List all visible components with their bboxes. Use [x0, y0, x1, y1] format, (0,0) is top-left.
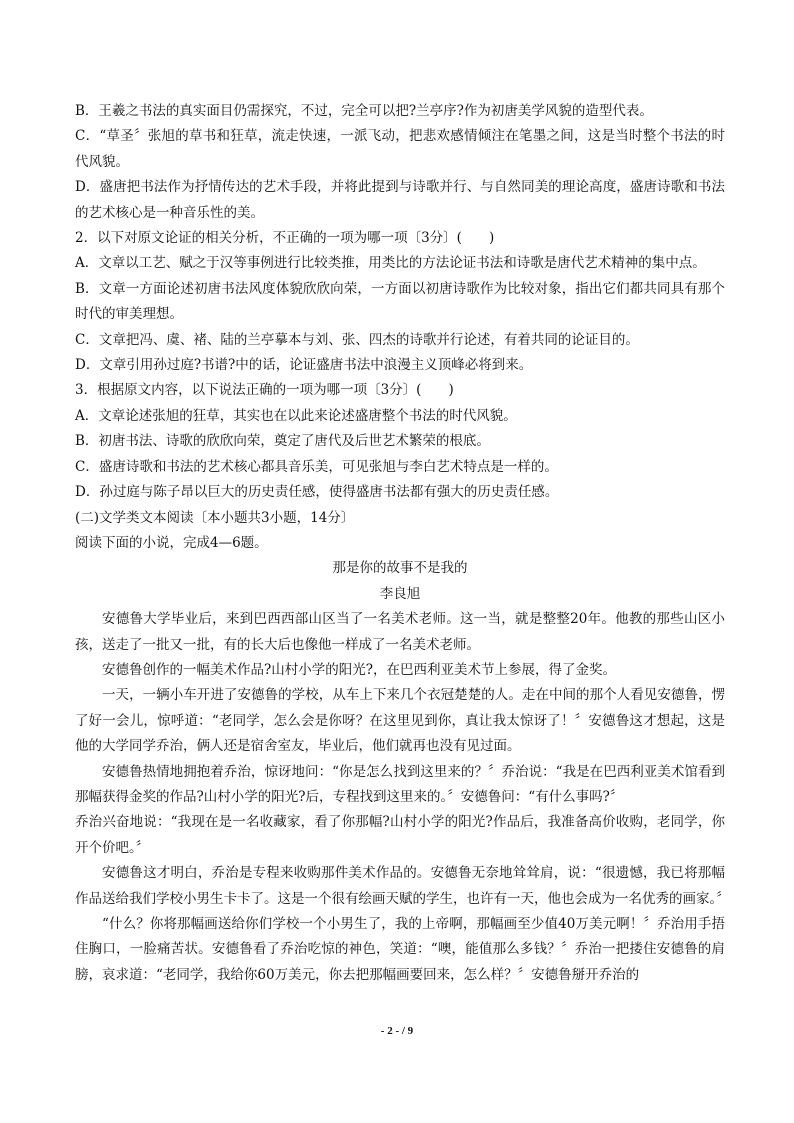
question-2-stem: 2．以下对原文论证的相关分析，不正确的一项为哪一项〔3分〕( ): [75, 230, 495, 247]
question-3-stem: 3．根据原文内容，以下说法正确的一项为哪一项〔3分〕( ): [75, 382, 454, 399]
section-instruction: 阅读下面的小说，完成4—6题。: [75, 534, 268, 551]
option-d-q1: D．盛唐把书法作为抒情传达的艺术手段，并将此提到与诗歌并行、与自然同美的理论高度，盛唐诗歌和书法的艺术核心是一种音乐性的美。: [75, 179, 725, 221]
option-c-q3: C．盛唐诗歌和书法的艺术核心都具音乐美，可见张旭与李白艺术特点是一样的。: [75, 458, 558, 475]
option-c-q1: C．“草圣〞张旭的草书和狂草，流走快速，一派飞动，把悲欢感情倾注在笔墨之间，这是当时整个书法的时代风貌。: [75, 128, 725, 170]
page-number: - 2 - / 9: [380, 1025, 414, 1037]
story-paragraph: 乔治兴奋地说：“我现在是一名收藏家，看了你那幅?山村小学的阳光?作品后，我准备高价收购，老同学，你开个价吧。〞: [75, 814, 725, 856]
story-author: 李良旭: [379, 585, 421, 602]
option-c-q2: C．文章把冯、虞、褚、陆的兰亭摹本与刘、张、四杰的诗歌并行论述，有着共同的论证目的。: [75, 331, 639, 348]
option-d-q3: D．孙过庭与陈子昂以巨大的历史责任感，使得盛唐书法都有强大的历史责任感。: [75, 484, 559, 501]
story-title: 那是你的故事不是我的: [332, 560, 468, 577]
story-paragraph: 安德鲁这才明白，乔治是专程来收购那件美术作品的。安德鲁无奈地耸耸肩，说：“很遗憾，我已将那幅作品送给我们学校小男生卡卡了。这是一个很有绘画天赋的学生，也许有一天，他也会成为一名优秀的画家。〞: [75, 865, 730, 907]
page-content: [75, 99, 730, 988]
story-paragraph: 安德鲁热情地拥抱着乔治，惊讶地问：“你是怎么找到这里来的？〞乔治说：“我是在巴西利亚美术馆看到那幅获得金奖的作品?山村小学的阳光?后，专程找到这里来的。〞安德鲁问：“有什么事吗?〞: [75, 763, 725, 805]
story-paragraph: 安德鲁大学毕业后，来到巴西西部山区当了一名美术老师。这一当，就是整整20年。他教的那些山区小孩，送走了一批又一批，有的长大后也像他一样成了一名美术老师。: [75, 611, 725, 653]
story-paragraph: 一天，一辆小车开进了安德鲁的学校，从车上下来几个衣冠楚楚的人。走在中间的那个人看见安德鲁，愣了好一会儿，惊呼道：“老同学，怎么会是你呀？在这里见到你，真让我太惊讶了！〞安德鲁这才想起，这是他的大学同学乔治，俩人还是宿舍室友，毕业后，他们就再也没有见过面。: [75, 687, 725, 755]
option-b-q3: B．初唐书法、诗歌的欣欣向荣，奠定了唐代及后世艺术繁荣的根底。: [75, 433, 490, 450]
section-heading: (二)文学类文本阅读〔本小题共3小题，14分〕: [75, 509, 355, 526]
option-d-q2: D．文章引用孙过庭?书谱?中的话，论证盛唐书法中浪漫主义顶峰必将到来。: [75, 357, 533, 374]
option-b-q1: B．王羲之书法的真实面目仍需探究，不过，完全可以把?兰亭序?作为初唐美学风貌的造型代表。: [75, 103, 653, 119]
story-paragraph: 安德鲁创作的一幅美术作品?山村小学的阳光?，在巴西利亚美术节上参展，得了金奖。: [102, 661, 616, 678]
option-b-q2: B．文章一方面论述初唐书法风度体貌欣欣向荣，一方面以初唐诗歌作为比较对象，指出它们都共同具有那个时代的审美理想。: [75, 280, 725, 323]
story-paragraph: “什么？你将那幅画送给你们学校一个小男生了，我的上帝啊，那幅画至少值40万美元啊！〞乔治用手捂住胸口，一脸痛苦状。安德鲁看了乔治吃惊的神色，笑道：“噢，能值那么多钱？〞乔治一把搂住安德鲁的肩膀，哀求道：“老同学，我给你60万美元，你去把那幅画要回来，怎么样？〞安德鲁掰开乔治的: [75, 916, 725, 983]
option-a-q2: A．文章以工艺、赋之于汉等事例进行比较类推，用类比的方法论证书法和诗歌是唐代艺术精神的集中点。: [75, 255, 706, 272]
option-a-q3: A．文章论述张旭的狂草，其实也在以此来论述盛唐整个书法的时代风貌。: [75, 407, 517, 424]
